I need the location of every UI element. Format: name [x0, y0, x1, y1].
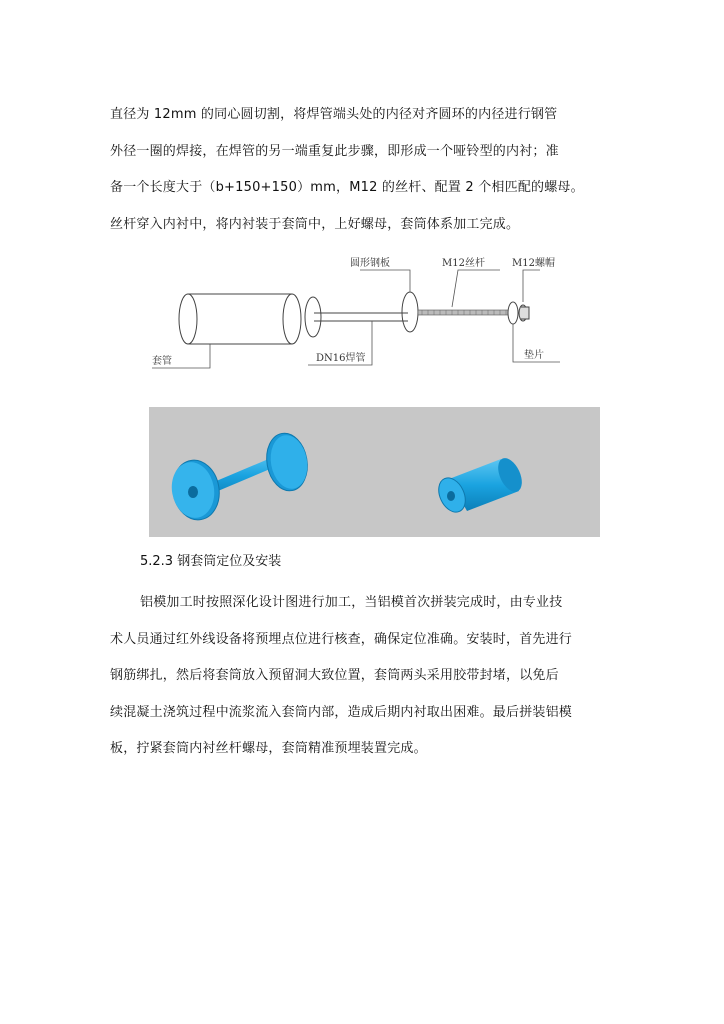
label-round-plate: 圆形钢板	[350, 258, 390, 269]
label-threaded-rod: M12丝杆	[442, 258, 485, 269]
sleeve-left-end	[179, 294, 197, 344]
left-round-plate	[305, 297, 321, 337]
text-line: 备一个长度大于（b+150+150）mm，M12 的丝杆、配置 2 个相匹配的螺母。	[110, 180, 584, 195]
paragraph-sleeve-assembly	[110, 97, 630, 243]
right-round-plate	[402, 292, 418, 332]
text-line: 续混凝土浇筑过程中流浆流入套筒内部，造成后期内衬取出困难。最后拼装铝模	[110, 704, 573, 720]
photo-background	[149, 407, 600, 537]
text-line: 板，拧紧套筒内衬丝杆螺母，套筒精准预埋装置完成。	[110, 741, 427, 756]
text-line: 术人员通过红外线设备将预埋点位进行核查，确保定位准确。安装时，首先进行	[110, 631, 573, 647]
plate-leader	[360, 270, 410, 292]
text-line: 钢筋绑扎，然后将套筒放入预留洞大致位置，套筒两头采用胶带封堵，以免后	[110, 668, 559, 683]
text-line: 外径一圈的焊接，在焊管的另一端重复此步骤，即形成一个哑铃型的内衬；准	[110, 143, 559, 159]
text-line: 丝杆穿入内衬中，将内衬装于套筒中，上好螺母，套筒体系加工完成。	[110, 216, 520, 232]
label-weld-pipe: DN16焊管	[316, 353, 366, 364]
text-line: 铝模加工时按照深化设计图进行加工，当铝模首次拼装完成时，由专业技	[140, 595, 563, 610]
3d-render-photo	[149, 407, 600, 537]
text-line: 直径为 12mm 的同心圆切割，将焊管端头处的内径对齐圆环的内径进行钢管	[110, 107, 558, 122]
nut-leader	[523, 270, 540, 302]
label-sleeve: 套管	[152, 356, 172, 367]
weld-pipe	[314, 313, 408, 321]
section-heading: 5.2.3 钢套筒定位及安装	[140, 554, 282, 569]
sleeve-assembly-diagram	[140, 250, 560, 375]
paragraph-positioning-installation	[110, 585, 630, 768]
sleeve-body-outline	[188, 294, 292, 344]
sleeve-right-end	[283, 294, 301, 344]
washer-shape	[508, 302, 518, 324]
rod-leader	[452, 270, 500, 307]
label-washer: 垫片	[524, 350, 544, 361]
label-nut: M12螺帽	[512, 258, 555, 269]
